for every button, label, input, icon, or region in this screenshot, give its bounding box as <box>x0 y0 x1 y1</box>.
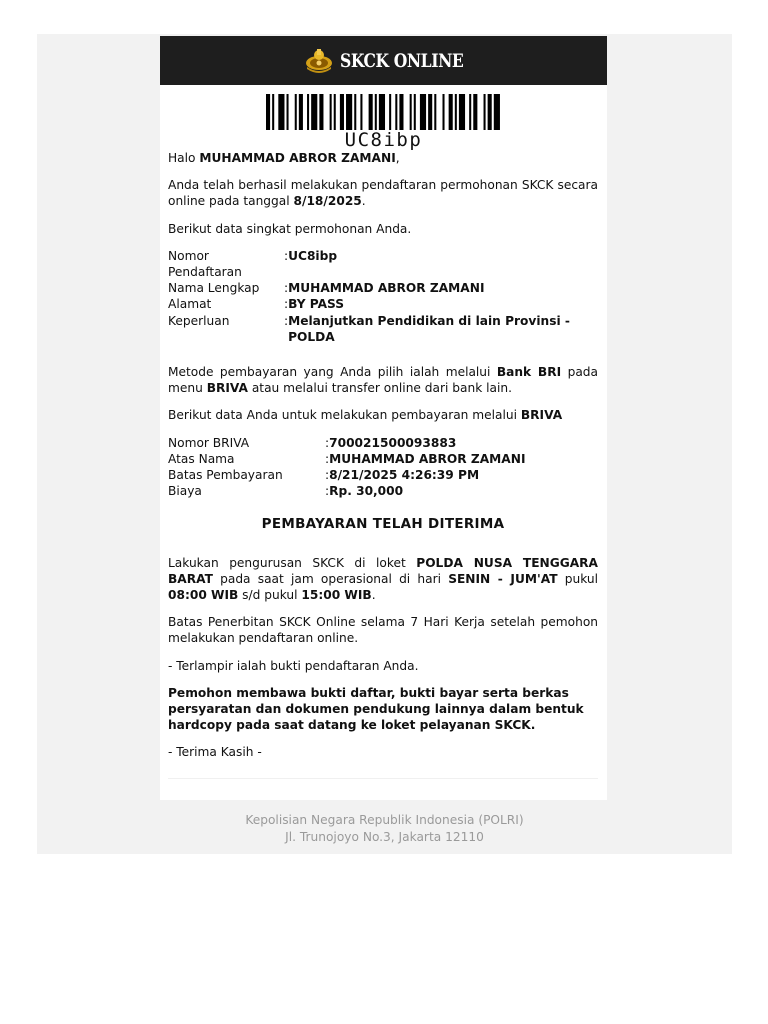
brand-title: SKCK ONLINE <box>340 49 464 72</box>
barcode-bar <box>298 94 302 130</box>
summary-value: MUHAMMAD ABROR ZAMANI <box>288 281 485 296</box>
barcode-bar <box>307 94 309 130</box>
barcode-bar <box>448 94 452 130</box>
registration-date: 8/18/2025 <box>293 194 362 209</box>
barcode-bar <box>399 94 403 130</box>
barcode-bar <box>493 94 499 130</box>
recipient-name: MUHAMMAD ABROR ZAMANI <box>199 151 396 165</box>
briva-label: Batas Pembayaran <box>168 468 283 483</box>
summary-value: UC8ibp <box>288 248 338 263</box>
summary-row-address: Alamat :BY PASS <box>168 297 345 312</box>
footer-address: Jl. Trunojoyo No.3, Jakarta 12110 <box>285 829 484 844</box>
barcode-bar <box>354 94 356 130</box>
barcode-bar <box>272 94 274 130</box>
barcode-bar <box>413 94 415 130</box>
barcode-bar <box>374 94 376 130</box>
barcode-bar <box>311 94 317 130</box>
briva-row-fee: Biaya :Rp. 30,000 <box>168 484 404 499</box>
payment-status-heading: PEMBAYARAN TELAH DITERIMA <box>261 516 505 533</box>
summary-label: Alamat <box>168 297 212 312</box>
barcode-bar <box>458 94 464 130</box>
deadline-paragraph: Batas Penerbitan SKCK Online selama 7 Hari Kerja setelah pemohon melakukan pendaftaran online. <box>168 615 598 646</box>
summary-row-registration: Nomor Pendaftaran :UC8ibp <box>168 248 338 280</box>
barcode-bar <box>278 94 284 130</box>
attachment-note: - Terlampir ialah bukti pendaftaran Anda. <box>168 658 419 673</box>
briva-table <box>168 435 598 500</box>
summary-value: BY PASS <box>288 297 345 312</box>
barcode-bar <box>395 94 397 130</box>
barcode-bar <box>487 94 491 130</box>
barcode-bar <box>454 94 456 130</box>
barcode-bar <box>473 94 477 130</box>
barcode-bar <box>286 94 288 130</box>
barcode-bar <box>442 94 444 130</box>
barcode-bar <box>469 94 471 130</box>
divider <box>168 778 598 779</box>
email-card <box>160 36 607 800</box>
header-bar <box>160 36 607 85</box>
intro-paragraph: Anda telah berhasil melakukan pendaftaran permohonan SKCK secara online pada tanggal 8/18/2025. <box>168 178 598 209</box>
summary-intro: Berikut data singkat permohonan Anda. <box>168 221 412 236</box>
email-background <box>37 34 732 854</box>
briva-row-deadline: Batas Pembayaran :8/21/2025 4:26:39 PM <box>168 468 480 483</box>
thanks-note: - Terima Kasih - <box>168 745 262 760</box>
barcode-bar <box>378 94 384 130</box>
barcode-graphic <box>266 94 502 130</box>
briva-value: Rp. 30,000 <box>329 484 404 499</box>
barcode-bar <box>294 94 296 130</box>
email-body <box>160 150 607 779</box>
greeting: Halo MUHAMMAD ABROR ZAMANI, <box>168 151 400 165</box>
briva-label: Biaya <box>168 484 202 499</box>
brand <box>304 47 463 75</box>
briva-value: 8/21/2025 4:26:39 PM <box>329 468 480 483</box>
payment-method-paragraph: Metode pembayaran yang Anda pilih ialah melalui Bank BRI pada menu BRIVA atau melalui transfer online dari bank lain. <box>168 365 598 396</box>
briva-row-name: Atas Nama :MUHAMMAD ABROR ZAMANI <box>168 451 526 466</box>
barcode-bar <box>368 94 372 130</box>
barcode-bar <box>319 94 323 130</box>
briva-label: Nomor BRIVA <box>168 435 250 450</box>
reminder-paragraph: Pemohon membawa bukti daftar, bukti bayar serta berkas persyaratan dan dokumen pendukung lainnya dalam bentuk hardcopy pada saat datang ke loket pelayanan SKCK. <box>168 685 584 733</box>
barcode <box>160 94 607 130</box>
barcode-bar <box>333 94 335 130</box>
briva-row-number: Nomor BRIVA :700021500093883 <box>168 435 457 450</box>
briva-value: 700021500093883 <box>329 435 457 450</box>
barcode-bar <box>428 94 432 130</box>
summary-label: Nama Lengkap <box>168 281 260 296</box>
briva-label: Atas Nama <box>168 451 235 466</box>
barcode-bar <box>419 94 425 130</box>
barcode-code: UC8ibp <box>344 129 423 151</box>
summary-table <box>168 248 598 345</box>
barcode-bar <box>339 94 343 130</box>
instruction-paragraph: Lakukan pengurusan SKCK di loket POLDA NUSA TENGGARA BARAT pada saat jam operasional di hari SENIN - JUM'AT pukul 08:00 WIB s/d pukul 15:00 WIB. <box>168 555 598 603</box>
barcode-bar <box>266 94 270 130</box>
barcode-bar <box>346 94 352 130</box>
barcode-bar <box>483 94 485 130</box>
footer <box>37 812 732 845</box>
briva-intro: Berikut data Anda untuk melakukan pembayaran melalui BRIVA <box>168 408 563 423</box>
briva-value: MUHAMMAD ABROR ZAMANI <box>329 451 526 466</box>
footer-organization: Kepolisian Negara Republik Indonesia (POLRI) <box>245 813 524 827</box>
summary-row-name: Nama Lengkap :MUHAMMAD ABROR ZAMANI <box>168 281 485 296</box>
barcode-bar <box>409 94 411 130</box>
summary-row-purpose: Keperluan : Melanjutkan Pendidikan di lain Provinsi - POLDA <box>168 313 598 345</box>
barcode-bar <box>329 94 331 130</box>
summary-label: Keperluan <box>168 313 230 328</box>
summary-label: Nomor Pendaftaran <box>168 248 242 280</box>
barcode-bar <box>389 94 391 130</box>
barcode-bar <box>434 94 436 130</box>
barcode-bar <box>360 94 362 130</box>
police-emblem-icon <box>304 47 334 75</box>
summary-value: Melanjutkan Pendidikan di lain Provinsi - POLDA <box>288 313 570 344</box>
